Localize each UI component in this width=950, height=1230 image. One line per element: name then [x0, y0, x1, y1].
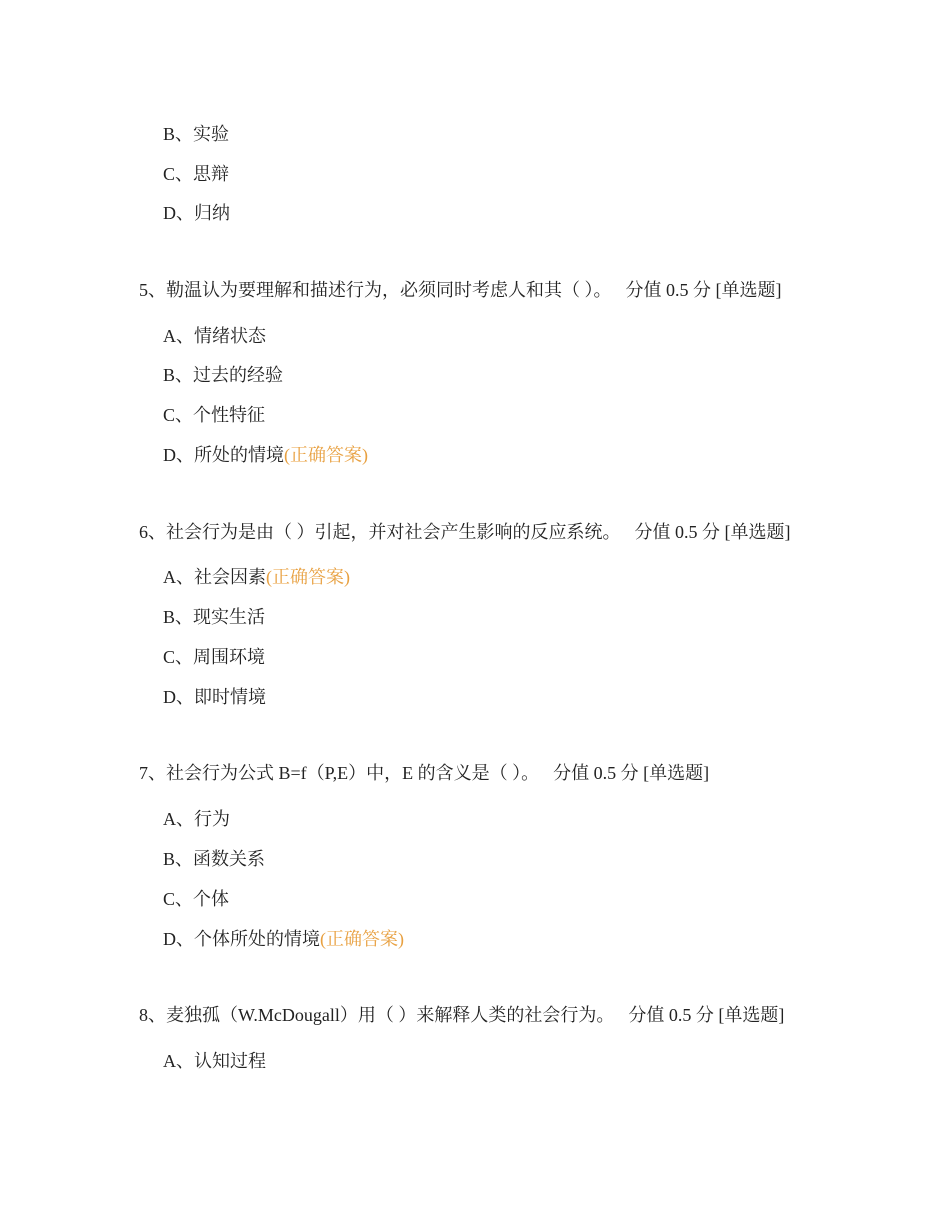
question-score: 分值 0.5 分	[628, 1005, 714, 1025]
option-text: 即时情境	[194, 687, 266, 707]
q6-option-a: A、社会因素(正确答案)	[163, 567, 350, 587]
question-type: [单选题]	[643, 763, 710, 783]
option-key: A	[163, 1051, 176, 1071]
option-key: D	[163, 687, 176, 707]
option-text: 归纳	[194, 203, 230, 223]
option-key: A	[163, 326, 176, 346]
question-score: 分值 0.5 分	[625, 280, 711, 300]
q7-option-c: C、个体	[163, 889, 230, 909]
q7-option-b: B、函数关系	[163, 849, 266, 869]
question-number: 6	[139, 522, 148, 542]
q8-option-a: A、认知过程	[163, 1051, 266, 1071]
question-text: 社会行为公式 B=f（P,E）中，E 的含义是（ ）。	[166, 763, 540, 783]
question-text: 勒温认为要理解和描述行为，必须同时考虑人和其（ ）。	[166, 280, 612, 300]
question-8-stem: 8、麦独孤（W.McDougall）用（ ）来解释人类的社会行为。 分值 0.5 分 [单选题]	[139, 1005, 785, 1025]
question-score: 分值 0.5 分	[553, 763, 639, 783]
question-type: [单选题]	[718, 1005, 785, 1025]
q7-option-a: A、行为	[163, 809, 230, 829]
option-c: C、思辩	[163, 164, 230, 184]
q5-option-c: C、个性特征	[163, 405, 266, 425]
option-key: D	[163, 445, 176, 465]
option-key: B	[163, 849, 176, 869]
question-number: 5	[139, 280, 148, 300]
option-text: 现实生活	[193, 607, 266, 627]
option-text: 情绪状态	[194, 326, 266, 346]
correct-answer-tag: (正确答案)	[320, 929, 404, 949]
option-text: 思辩	[193, 164, 230, 184]
question-number: 8	[139, 1005, 148, 1025]
option-b: B、实验	[163, 124, 230, 144]
option-d: D、归纳	[163, 203, 230, 223]
option-key: C	[163, 405, 176, 425]
option-key: C	[163, 164, 176, 184]
option-key: B	[163, 365, 176, 385]
option-text: 社会因素	[194, 567, 266, 587]
option-text: 实验	[193, 124, 230, 144]
option-text: 所处的情境	[194, 445, 284, 465]
option-text: 周围环境	[193, 647, 266, 667]
option-key: C	[163, 889, 176, 909]
option-key: B	[163, 124, 176, 144]
question-number: 7	[139, 763, 148, 783]
question-text: 麦独孤（W.McDougall）用（ ）来解释人类的社会行为。	[166, 1005, 615, 1025]
question-type: [单选题]	[724, 522, 791, 542]
option-text: 个性特征	[193, 405, 266, 425]
option-key: D	[163, 929, 176, 949]
question-score: 分值 0.5 分	[634, 522, 720, 542]
q6-option-d: D、即时情境	[163, 687, 266, 707]
q5-option-d: D、所处的情境(正确答案)	[163, 445, 368, 465]
option-text: 过去的经验	[193, 365, 284, 385]
q6-option-b: B、现实生活	[163, 607, 266, 627]
question-5-stem: 5、勒温认为要理解和描述行为，必须同时考虑人和其（ ）。 分值 0.5 分 [单选题]	[139, 280, 782, 300]
q7-option-d: D、个体所处的情境(正确答案)	[163, 929, 404, 949]
option-text: 个体	[193, 889, 230, 909]
question-7-stem: 7、社会行为公式 B=f（P,E）中，E 的含义是（ ）。 分值 0.5 分 [单选题]	[139, 763, 710, 783]
correct-answer-tag: (正确答案)	[266, 567, 350, 587]
option-key: A	[163, 809, 176, 829]
q6-option-c: C、周围环境	[163, 647, 266, 667]
correct-answer-tag: (正确答案)	[284, 445, 368, 465]
option-key: A	[163, 567, 176, 587]
option-text: 认知过程	[194, 1051, 266, 1071]
question-6-stem: 6、社会行为是由（ ）引起，并对社会产生影响的反应系统。 分值 0.5 分 [单选题]	[139, 522, 791, 542]
option-key: C	[163, 647, 176, 667]
option-text: 行为	[194, 809, 230, 829]
option-key: B	[163, 607, 176, 627]
option-text: 函数关系	[193, 849, 266, 869]
option-key: D	[163, 203, 176, 223]
q5-option-a: A、情绪状态	[163, 326, 266, 346]
question-text: 社会行为是由（ ）引起，并对社会产生影响的反应系统。	[166, 522, 621, 542]
q5-option-b: B、过去的经验	[163, 365, 284, 385]
option-text: 个体所处的情境	[194, 929, 320, 949]
question-type: [单选题]	[715, 280, 782, 300]
